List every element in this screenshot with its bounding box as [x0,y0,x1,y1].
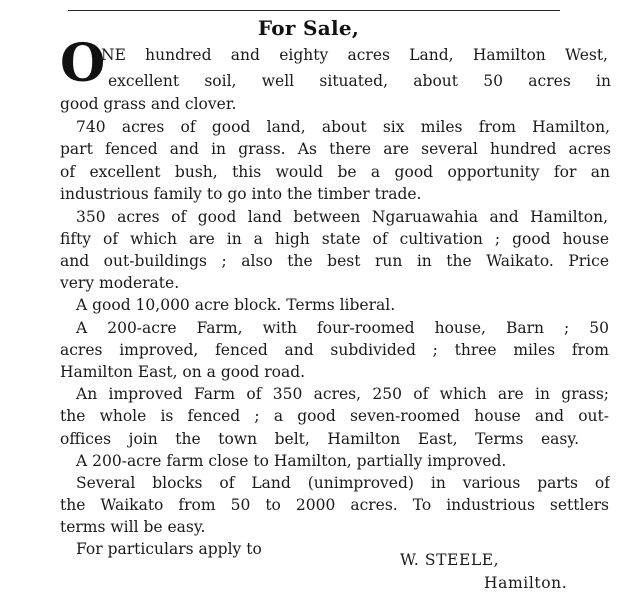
text-line: 740 acres of good land, about six miles from Hamilton, [76,118,610,136]
text-line: of excellent bush, this would be a good opportunity for an [60,163,610,181]
text-line: very moderate. [60,274,180,292]
headline: For Sale, [257,16,360,40]
text-line: A 200-acre farm close to Hamilton, partially improved. [76,452,507,470]
text-line: For particulars apply to [76,540,262,558]
text-line: terms will be easy. [60,518,206,536]
text-line: Several blocks of Land (unimproved) in various parts of [76,474,610,492]
text-line: NE hundred and eighty acres Land, Hamilton West, [101,46,608,64]
text-line: the whole is fenced ; a good seven-roomed house and out- [60,407,609,425]
drop-cap: O [60,33,106,94]
text-line: the Waikato from 50 to 2000 acres. To industrious settlers [60,496,609,514]
text-line: Hamilton East, on a good road. [60,363,306,381]
text-line: fifty of which are in a high state of cultivation ; good house [60,230,609,248]
text-line: industrious family to go into the timber trade. [60,185,422,203]
text-line: and out-buildings ; also the best run in the Waikato. Price [60,252,609,270]
text-line: acres improved, fenced and subdivided ; three miles from [60,341,609,359]
text-line: A 200-acre Farm, with four-roomed house, Barn ; 50 [76,319,609,337]
text-line: part fenced and in grass. As there are several hundred acres [60,140,611,158]
text-line: 350 acres of good land between Ngaruawahia and Hamilton, [76,208,608,226]
text-line: offices join the town belt, Hamilton East, Terms easy. [60,430,579,448]
signature-place: Hamilton. [484,574,568,592]
signature-name: W. STEELE, [400,551,500,569]
text-line: An improved Farm of 350 acres, 250 of which are in grass; [76,385,609,403]
text-line: good grass and clover. [60,95,237,113]
text-line: excellent soil, well situated, about 50 acres in [108,72,611,90]
top-rule [68,10,560,11]
text-line: A good 10,000 acre block. Terms liberal. [76,296,396,314]
